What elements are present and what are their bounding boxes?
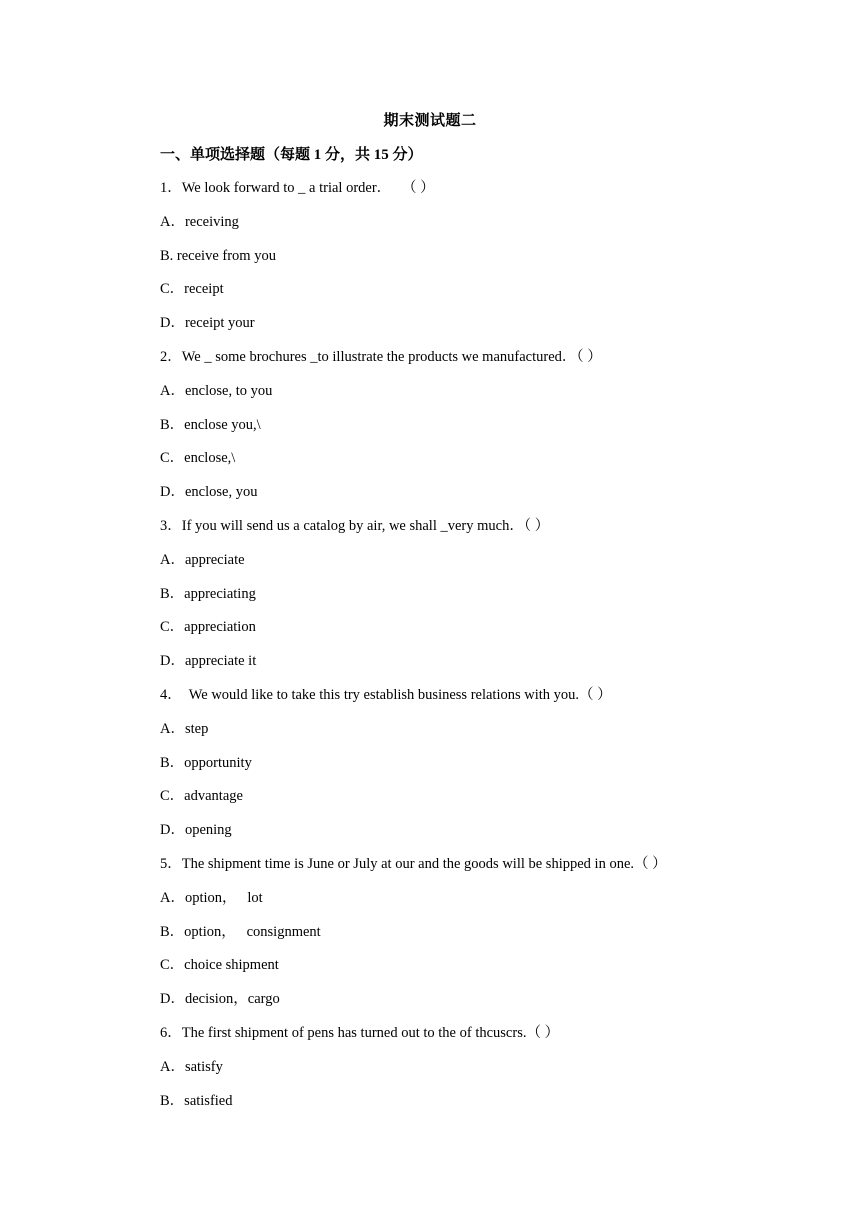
question-6-option-b: B．satisfied — [160, 1092, 233, 1109]
question-list — [160, 178, 800, 1124]
question-5-option-d: D．decision，cargo — [160, 991, 280, 1008]
question-3-option-a: A．appreciate — [160, 551, 245, 568]
question-5-stem: 5．The shipment time is June or July at our and the goods will be shipped in one.（ ） — [160, 855, 667, 872]
question-5-option-a: A．option， lot — [160, 889, 263, 906]
question-2-option-d: D．enclose, you — [160, 484, 258, 501]
question-4-option-c: C．advantage — [160, 788, 243, 805]
question-2-option-c: C．enclose,\ — [160, 450, 236, 467]
question-1-option-d: D．receipt your — [160, 315, 255, 332]
question-5-option-c: C．choice shipment — [160, 957, 279, 974]
question-4-option-b: B．opportunity — [160, 754, 252, 771]
question-4-stem: 4． We would like to take this try establish business relations with you.（ ） — [160, 686, 612, 703]
question-6-stem: 6．The first shipment of pens has turned out to the of thcuscrs.（ ） — [160, 1024, 560, 1041]
question-1-stem: 1．We look forward to _ a trial order． （ ） — [160, 180, 435, 196]
question-3-stem: 3．If you will send us a catalog by air, we shall _very much．（ ） — [160, 517, 550, 534]
question-4-option-a: A．step — [160, 720, 209, 737]
question-3-option-b: B．appreciating — [160, 585, 256, 602]
question-1-option-c: C．receipt — [160, 281, 224, 298]
question-4-option-d: D．opening — [160, 822, 232, 839]
question-3-option-d: D．appreciate it — [160, 653, 257, 670]
question-1-option-b: B. receive from you — [160, 247, 276, 264]
question-1-option-a: A．receiving — [160, 213, 239, 230]
question-2-option-b: B．enclose you,\ — [160, 416, 261, 433]
page-title: 期末测试题二 — [383, 113, 477, 129]
question-2-stem: 2．We _ some brochures _to illustrate the products we manufactured．（ ） — [160, 348, 602, 365]
question-3-option-c: C．appreciation — [160, 619, 256, 636]
question-6-option-a: A．satisfy — [160, 1058, 223, 1075]
section-heading: 一、单项选择题（每题 1 分，共 15 分） — [160, 147, 423, 163]
question-5-option-b: B．option， consignment — [160, 923, 321, 940]
question-2-option-a: A．enclose, to you — [160, 382, 273, 399]
